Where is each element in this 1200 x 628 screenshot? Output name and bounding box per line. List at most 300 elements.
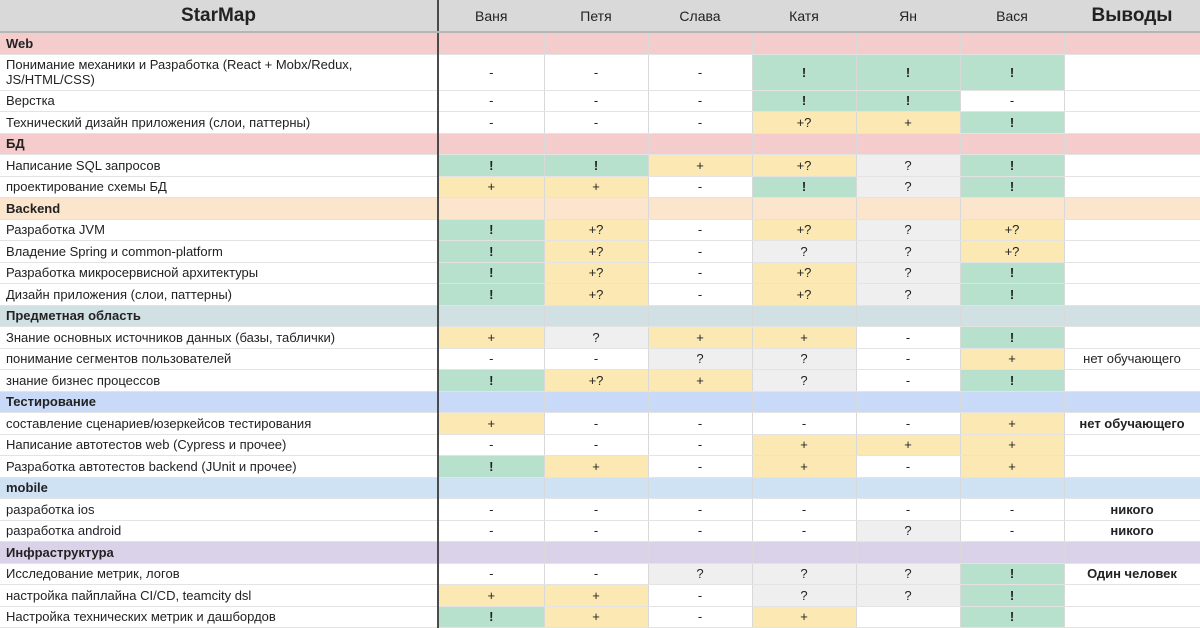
category-cell[interactable] (438, 133, 544, 155)
skill-level-cell[interactable] (856, 520, 960, 542)
skill-level-mark: - (905, 501, 911, 517)
skill-level-cell[interactable] (856, 262, 960, 284)
skill-level-mark: ? (904, 157, 912, 173)
skill-row (0, 176, 1200, 198)
skill-level-mark: +? (588, 372, 604, 388)
skill-level-cell[interactable] (856, 456, 960, 478)
skill-label[interactable]: Разработка микросервисной архитектуры (0, 262, 438, 284)
category-cell[interactable] (438, 305, 544, 327)
category-label[interactable]: Backend (0, 198, 438, 220)
skill-label[interactable]: проектирование схемы БД (0, 176, 438, 198)
skill-level-cell[interactable] (544, 327, 648, 349)
skill-level-cell[interactable] (752, 284, 856, 306)
skill-level-cell[interactable] (856, 606, 960, 628)
skill-level-mark: - (697, 609, 703, 625)
skill-level-cell[interactable] (648, 434, 752, 456)
conclusion-cell[interactable] (1064, 54, 1200, 90)
skill-level-cell[interactable] (438, 456, 544, 478)
skill-level-mark: - (489, 566, 494, 582)
skill-level-cell[interactable] (856, 413, 960, 435)
conclusion-cell[interactable] (1064, 241, 1200, 263)
category-cell[interactable] (544, 542, 648, 564)
skill-level-cell[interactable] (752, 327, 856, 349)
conclusion-cell[interactable]: никого (1064, 499, 1200, 521)
skill-level-mark: ! (1009, 587, 1015, 603)
skill-level-mark: - (489, 437, 494, 453)
skill-level-cell[interactable] (544, 112, 648, 134)
skill-level-cell[interactable] (648, 155, 752, 177)
skill-level-cell[interactable] (752, 348, 856, 370)
skill-level-cell[interactable] (960, 54, 1064, 90)
conclusion-cell[interactable]: нет обучающего (1064, 348, 1200, 370)
skill-level-cell[interactable] (544, 241, 648, 263)
skill-level-cell[interactable] (544, 499, 648, 521)
skill-level-cell[interactable] (856, 499, 960, 521)
skill-level-cell[interactable] (960, 413, 1064, 435)
conclusion-cell[interactable] (1064, 155, 1200, 177)
skill-level-cell[interactable] (960, 112, 1064, 134)
skill-level-cell[interactable] (752, 219, 856, 241)
skill-level-cell[interactable] (544, 155, 648, 177)
category-cell[interactable] (438, 32, 544, 54)
skill-label[interactable]: Владение Spring и common-platform (0, 241, 438, 263)
skill-level-mark: ? (592, 329, 600, 345)
person-header-petya[interactable]: Петя (544, 0, 648, 32)
skill-level-mark: - (697, 286, 703, 302)
skill-level-cell[interactable] (438, 90, 544, 112)
skill-level-cell[interactable] (856, 348, 960, 370)
skill-level-cell[interactable] (856, 284, 960, 306)
skill-level-mark: +? (588, 222, 604, 238)
skill-level-cell[interactable] (856, 90, 960, 112)
skill-level-mark: +? (588, 243, 604, 259)
skill-level-cell[interactable] (648, 284, 752, 306)
category-cell[interactable] (544, 133, 648, 155)
skill-level-mark: + (696, 329, 704, 345)
conclusion-cell[interactable] (1064, 606, 1200, 628)
skill-level-cell[interactable] (648, 262, 752, 284)
skill-level-mark: + (592, 609, 600, 625)
conclusion-cell[interactable]: нет обучающего (1064, 413, 1200, 435)
category-cell[interactable] (960, 391, 1064, 413)
skill-label[interactable]: Разработка автотестов backend (JUnit и прочее) (0, 456, 438, 478)
person-header-vasya[interactable]: Вася (960, 0, 1064, 32)
skill-level-cell[interactable] (960, 520, 1064, 542)
skill-level-cell[interactable] (544, 370, 648, 392)
category-cell[interactable] (1064, 32, 1200, 54)
skill-level-mark: + (592, 587, 600, 603)
category-cell[interactable] (544, 32, 648, 54)
category-label[interactable]: Инфраструктура (0, 542, 438, 564)
skill-level-cell[interactable] (856, 219, 960, 241)
skill-level-cell[interactable] (960, 327, 1064, 349)
skill-level-cell[interactable] (752, 112, 856, 134)
skill-level-mark: ? (904, 222, 912, 238)
conclusion-cell[interactable] (1064, 456, 1200, 478)
skill-level-cell[interactable] (752, 90, 856, 112)
skill-level-mark: ! (801, 64, 807, 80)
category-row (0, 198, 1200, 220)
category-cell[interactable] (856, 133, 960, 155)
skill-label[interactable]: Написание автотестов web (Cypress и прочее) (0, 434, 438, 456)
skill-level-cell[interactable] (544, 413, 648, 435)
skill-level-cell[interactable] (438, 219, 544, 241)
skill-level-cell[interactable] (752, 563, 856, 585)
skill-level-cell[interactable] (438, 585, 544, 607)
skill-level-mark: ? (800, 372, 808, 388)
category-label[interactable]: Web (0, 32, 438, 54)
skill-level-mark: + (487, 587, 496, 603)
skill-level-cell[interactable] (438, 348, 544, 370)
skill-row (0, 413, 1200, 435)
skill-level-cell[interactable] (648, 563, 752, 585)
category-cell[interactable] (544, 477, 648, 499)
skill-level-cell[interactable] (544, 219, 648, 241)
skill-level-cell[interactable] (960, 348, 1064, 370)
skill-level-mark: + (1008, 415, 1016, 431)
category-cell[interactable] (438, 391, 544, 413)
category-cell[interactable] (648, 305, 752, 327)
skill-level-cell[interactable] (752, 176, 856, 198)
skill-level-mark: - (697, 415, 703, 431)
skill-level-cell[interactable] (752, 456, 856, 478)
skill-level-cell[interactable] (648, 54, 752, 90)
skill-level-cell[interactable] (438, 241, 544, 263)
skill-level-cell[interactable] (752, 262, 856, 284)
skill-level-mark: ! (1009, 372, 1015, 388)
category-cell[interactable] (856, 305, 960, 327)
category-cell[interactable] (648, 477, 752, 499)
skill-level-mark: + (592, 458, 600, 474)
skill-level-cell[interactable] (438, 370, 544, 392)
skill-level-mark: ? (696, 351, 704, 367)
skill-level-mark: + (487, 415, 496, 431)
conclusion-cell[interactable] (1064, 176, 1200, 198)
category-label[interactable]: БД (0, 133, 438, 155)
skill-level-cell[interactable] (960, 606, 1064, 628)
category-cell[interactable] (544, 305, 648, 327)
conclusion-cell[interactable] (1064, 370, 1200, 392)
skill-level-mark: - (801, 415, 807, 431)
skill-level-cell[interactable] (648, 112, 752, 134)
skill-level-cell[interactable] (648, 370, 752, 392)
category-cell[interactable] (752, 542, 856, 564)
skill-label[interactable]: Исследование метрик, логов (0, 563, 438, 585)
skill-level-cell[interactable] (544, 54, 648, 90)
skill-level-cell[interactable] (648, 606, 752, 628)
category-cell[interactable] (752, 305, 856, 327)
skill-label[interactable]: Верстка (0, 90, 438, 112)
skill-level-mark: + (696, 157, 704, 173)
skill-level-cell[interactable] (856, 585, 960, 607)
skill-level-mark: + (800, 329, 808, 345)
skill-level-cell[interactable] (544, 284, 648, 306)
category-cell[interactable] (438, 477, 544, 499)
skill-level-cell[interactable] (960, 90, 1064, 112)
category-cell[interactable] (648, 391, 752, 413)
skill-level-mark: ! (489, 222, 494, 238)
skill-level-cell[interactable] (648, 456, 752, 478)
category-cell[interactable] (856, 198, 960, 220)
skill-level-cell[interactable] (544, 606, 648, 628)
skill-level-cell[interactable] (856, 155, 960, 177)
category-cell[interactable] (438, 198, 544, 220)
skill-level-cell[interactable] (544, 348, 648, 370)
skill-row (0, 284, 1200, 306)
person-header-yan[interactable]: Ян (856, 0, 960, 32)
table-body (0, 32, 1200, 628)
skill-level-cell[interactable] (960, 370, 1064, 392)
skill-label[interactable]: Дизайн приложения (слои, паттерны) (0, 284, 438, 306)
skill-level-cell[interactable] (960, 563, 1064, 585)
skill-level-cell[interactable] (856, 176, 960, 198)
category-cell[interactable] (856, 542, 960, 564)
skill-level-cell[interactable] (752, 606, 856, 628)
skill-level-cell[interactable] (960, 176, 1064, 198)
skill-level-mark: ? (800, 351, 808, 367)
category-cell[interactable] (856, 32, 960, 54)
skill-level-cell[interactable] (752, 520, 856, 542)
conclusions-header[interactable]: Выводы (1064, 0, 1200, 32)
skill-level-cell[interactable] (544, 456, 648, 478)
skill-level-mark: - (905, 458, 911, 474)
skill-level-cell[interactable] (856, 54, 960, 90)
conclusion-cell[interactable] (1064, 284, 1200, 306)
skill-row (0, 456, 1200, 478)
category-cell[interactable] (960, 305, 1064, 327)
skill-level-cell[interactable] (960, 241, 1064, 263)
skill-level-cell[interactable] (648, 585, 752, 607)
skill-level-mark: ! (1009, 179, 1015, 195)
skill-level-cell[interactable] (856, 563, 960, 585)
skill-level-cell[interactable] (438, 434, 544, 456)
skill-level-cell[interactable] (960, 456, 1064, 478)
skill-level-mark: ! (1009, 157, 1015, 173)
skill-label[interactable]: Настройка технических метрик и дашбордов (0, 606, 438, 628)
skill-level-cell[interactable] (752, 499, 856, 521)
skill-level-cell[interactable] (438, 112, 544, 134)
header-row (0, 0, 1200, 32)
skill-level-cell[interactable] (648, 219, 752, 241)
skill-level-mark: +? (1004, 243, 1020, 259)
skill-level-cell[interactable] (544, 176, 648, 198)
category-cell[interactable] (1064, 391, 1200, 413)
skill-level-cell[interactable] (438, 499, 544, 521)
category-cell[interactable] (752, 133, 856, 155)
category-cell[interactable] (648, 542, 752, 564)
skill-level-cell[interactable] (960, 434, 1064, 456)
conclusion-cell[interactable] (1064, 327, 1200, 349)
skill-level-mark: + (904, 437, 912, 453)
conclusion-cell[interactable] (1064, 90, 1200, 112)
skill-level-cell[interactable] (856, 241, 960, 263)
skill-level-cell[interactable] (960, 155, 1064, 177)
skill-label[interactable]: Понимание механики и Разработка (React + Mobx/Redux, JS/HTML/CSS) (0, 54, 438, 90)
skill-level-cell[interactable] (752, 155, 856, 177)
skill-level-cell[interactable] (544, 434, 648, 456)
skill-row (0, 90, 1200, 112)
skill-level-mark: +? (796, 222, 812, 238)
skill-label[interactable]: разработка ios (0, 499, 438, 521)
category-cell[interactable] (856, 477, 960, 499)
skill-level-cell[interactable] (648, 176, 752, 198)
skill-level-mark: ! (1009, 329, 1015, 345)
skill-label[interactable]: Знание основных источников данных (базы, таблички) (0, 327, 438, 349)
skill-level-cell[interactable] (438, 413, 544, 435)
person-header-slava[interactable]: Слава (648, 0, 752, 32)
skill-level-cell[interactable] (752, 370, 856, 392)
skill-level-mark: - (593, 566, 599, 582)
skill-level-cell[interactable] (856, 370, 960, 392)
skill-level-cell[interactable] (856, 434, 960, 456)
category-row (0, 305, 1200, 327)
skill-level-mark: ! (489, 157, 494, 173)
skill-level-mark: + (800, 437, 808, 453)
skill-level-cell[interactable] (438, 262, 544, 284)
category-cell[interactable] (544, 198, 648, 220)
category-label[interactable]: mobile (0, 477, 438, 499)
skill-level-cell[interactable] (960, 585, 1064, 607)
skill-level-mark: ! (1009, 609, 1015, 625)
category-label[interactable]: Тестирование (0, 391, 438, 413)
skill-level-mark: ? (800, 587, 808, 603)
person-header-katya[interactable]: Катя (752, 0, 856, 32)
skill-level-cell[interactable] (752, 241, 856, 263)
skill-label[interactable]: разработка android (0, 520, 438, 542)
skill-level-cell[interactable] (544, 262, 648, 284)
category-cell[interactable] (648, 133, 752, 155)
skill-level-cell[interactable] (544, 563, 648, 585)
skill-label[interactable]: понимание сегментов пользователей (0, 348, 438, 370)
skill-level-mark: ! (489, 243, 494, 259)
person-header-vanya[interactable]: Ваня (438, 0, 544, 32)
category-row (0, 542, 1200, 564)
skill-level-cell[interactable] (856, 112, 960, 134)
skill-level-cell[interactable] (960, 219, 1064, 241)
skill-level-cell[interactable] (438, 284, 544, 306)
skill-label[interactable]: знание бизнес процессов (0, 370, 438, 392)
category-cell[interactable] (752, 32, 856, 54)
skill-level-cell[interactable] (648, 413, 752, 435)
category-cell[interactable] (1064, 133, 1200, 155)
skill-level-mark: - (697, 93, 703, 109)
category-label[interactable]: Предметная область (0, 305, 438, 327)
skill-level-mark: ? (800, 243, 808, 259)
skill-level-cell[interactable] (752, 585, 856, 607)
conclusion-cell[interactable] (1064, 112, 1200, 134)
skill-row (0, 606, 1200, 628)
skill-level-cell[interactable] (438, 327, 544, 349)
conclusion-cell[interactable] (1064, 262, 1200, 284)
category-cell[interactable] (648, 32, 752, 54)
skill-level-cell[interactable] (438, 606, 544, 628)
skill-label[interactable]: составление сценариев/юзеркейсов тестирования (0, 413, 438, 435)
skill-level-mark: - (697, 458, 703, 474)
skill-level-mark: - (697, 265, 703, 281)
skill-level-cell[interactable] (648, 520, 752, 542)
skill-level-cell[interactable] (648, 90, 752, 112)
category-cell[interactable] (960, 477, 1064, 499)
skill-level-cell[interactable] (438, 176, 544, 198)
skill-level-mark: ! (489, 609, 494, 625)
skill-label[interactable]: Разработка JVM (0, 219, 438, 241)
category-cell[interactable] (438, 542, 544, 564)
skill-level-cell[interactable] (648, 348, 752, 370)
skill-level-cell[interactable] (544, 585, 648, 607)
skill-level-cell[interactable] (960, 262, 1064, 284)
skill-level-mark: + (1008, 437, 1016, 453)
skill-level-mark: +? (796, 157, 812, 173)
conclusion-cell[interactable] (1064, 219, 1200, 241)
skill-level-cell[interactable] (438, 54, 544, 90)
skill-level-cell[interactable] (960, 499, 1064, 521)
skill-level-mark: ! (1009, 286, 1015, 302)
conclusion-cell[interactable]: Один человек (1064, 563, 1200, 585)
category-cell[interactable] (960, 542, 1064, 564)
category-cell[interactable] (1064, 305, 1200, 327)
conclusion-cell[interactable] (1064, 585, 1200, 607)
skill-level-cell[interactable] (856, 327, 960, 349)
skill-level-cell[interactable] (752, 434, 856, 456)
skill-level-mark: + (1008, 351, 1016, 367)
conclusion-cell[interactable] (1064, 434, 1200, 456)
skill-level-cell[interactable] (544, 90, 648, 112)
category-cell[interactable] (960, 32, 1064, 54)
skill-row (0, 585, 1200, 607)
category-cell[interactable] (856, 391, 960, 413)
skill-level-mark: ! (801, 93, 807, 109)
table-title: StarMap (0, 0, 438, 32)
skill-level-cell[interactable] (438, 155, 544, 177)
skill-label[interactable]: Технический дизайн приложения (слои, паттерны) (0, 112, 438, 134)
skill-row (0, 520, 1200, 542)
skill-level-cell[interactable] (752, 54, 856, 90)
category-cell[interactable] (752, 198, 856, 220)
skill-level-mark: ? (904, 265, 912, 281)
skill-level-cell[interactable] (960, 284, 1064, 306)
skill-label[interactable]: Написание SQL запросов (0, 155, 438, 177)
skill-row (0, 434, 1200, 456)
category-cell[interactable] (752, 391, 856, 413)
skill-level-mark: ! (1009, 64, 1015, 80)
skill-level-mark: - (489, 501, 494, 517)
category-cell[interactable] (1064, 542, 1200, 564)
skill-level-cell[interactable] (438, 520, 544, 542)
category-cell[interactable] (544, 391, 648, 413)
category-cell[interactable] (752, 477, 856, 499)
skill-level-mark: - (697, 501, 703, 517)
skill-row (0, 370, 1200, 392)
category-cell[interactable] (960, 133, 1064, 155)
skill-level-cell[interactable] (752, 413, 856, 435)
skill-level-mark: ! (489, 265, 494, 281)
skill-level-cell[interactable] (648, 241, 752, 263)
conclusion-cell[interactable]: никого (1064, 520, 1200, 542)
skill-level-cell[interactable] (544, 520, 648, 542)
category-cell[interactable] (1064, 477, 1200, 499)
category-cell[interactable] (1064, 198, 1200, 220)
skill-row (0, 563, 1200, 585)
category-row (0, 391, 1200, 413)
skill-label[interactable]: настройка пайплайна CI/CD, teamcity dsl (0, 585, 438, 607)
skill-level-cell[interactable] (438, 563, 544, 585)
skill-level-cell[interactable] (648, 327, 752, 349)
skill-level-mark: +? (796, 114, 812, 130)
skill-level-cell[interactable] (648, 499, 752, 521)
category-cell[interactable] (648, 198, 752, 220)
category-cell[interactable] (960, 198, 1064, 220)
skill-level-mark: - (905, 351, 911, 367)
